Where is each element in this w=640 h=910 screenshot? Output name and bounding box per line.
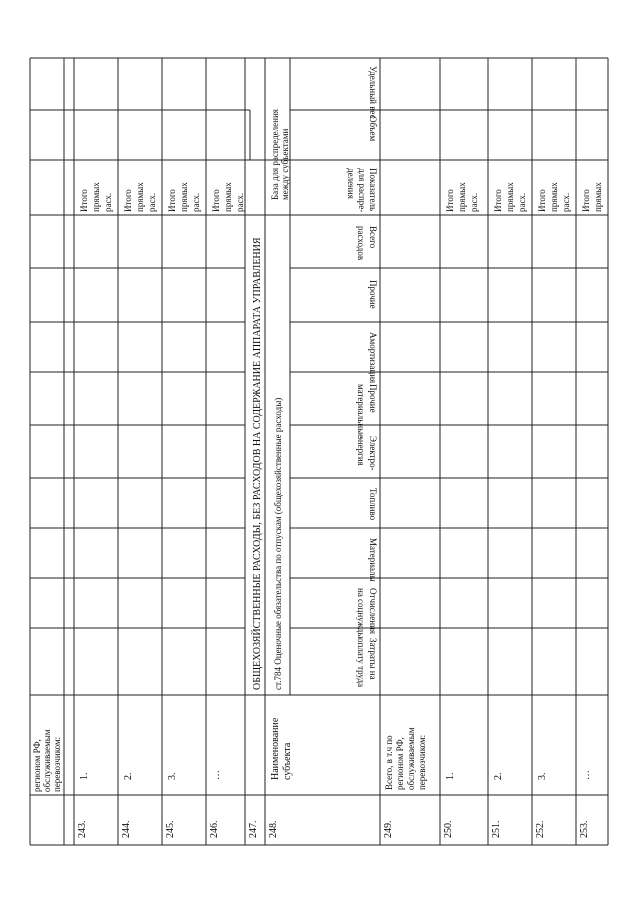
header-name-line: Наименование (270, 717, 281, 780)
row-total-label: прямых (549, 182, 559, 212)
header-group-title: ст.784 Оценочные обязательства по отпускам (общехозяйственные расходы) (273, 397, 283, 690)
column-header: на соцнужды (356, 588, 366, 639)
row-total-label: расх. (235, 192, 245, 212)
top-name-line: регионом РФ, (32, 739, 42, 792)
row-total-label: Итого (537, 189, 547, 212)
column-header: материальные (356, 384, 366, 439)
row-total-label: Итого (211, 189, 221, 212)
column-header: Электро- (368, 436, 378, 471)
row-name: 3. (167, 772, 178, 780)
column-header: Прочие (368, 384, 378, 413)
row-name: 1. (445, 772, 456, 780)
base-title-line: между субъектами (280, 128, 290, 200)
row-number: 248. (268, 820, 279, 838)
column-header: расходов (356, 226, 366, 261)
total-name-line: обслуживаемым (406, 727, 416, 790)
section-title: ОБЩЕХОЗЯЙСТВЕННЫЕ РАСХОДЫ, БЕЗ РАСХОДОВ НА СОДЕРЖАНИЕ АППАРАТА УПРАВЛЕНИЯ (252, 237, 263, 690)
column-header: оплату труда (356, 638, 366, 688)
total-name-line: Всего, в т.ч по (384, 735, 394, 790)
column-header: Материалы (368, 538, 378, 582)
row-total-label: прямых (593, 182, 603, 212)
row-total-label: Итого (79, 189, 89, 212)
row-name: 2. (123, 772, 134, 780)
row-number: 243. (77, 820, 88, 838)
row-number: 246. (209, 820, 220, 838)
row-total-label: прямых (223, 182, 233, 212)
base-column-header: для распре- (357, 168, 367, 213)
column-header: Прочие (368, 280, 378, 309)
row-total-label: расх. (191, 192, 201, 212)
row-total-label: расх. (517, 192, 527, 212)
row-number: 247. (248, 820, 259, 838)
base-column-header: Показатель (368, 168, 378, 212)
row-name: … (211, 770, 222, 780)
row-number: 251. (491, 820, 502, 838)
row-total-label: прямых (179, 182, 189, 212)
row-number: 252. (535, 820, 546, 838)
row-number: 250. (443, 820, 454, 838)
row-total-label: прямых (135, 182, 145, 212)
row-total-label: Итого (123, 189, 133, 212)
total-name-line: регионом РФ, (395, 737, 405, 790)
column-header: Затраты на (368, 638, 378, 680)
total-name-line: перевозчиком: (417, 734, 427, 790)
row-total-label: расх. (147, 192, 157, 212)
column-header: Всего (368, 226, 378, 249)
row-number: 253. (579, 820, 590, 838)
top-name-line: перевозчиком: (52, 736, 62, 792)
column-header: Отчисления (368, 588, 378, 635)
row-total-label: Итого (445, 189, 455, 212)
row-total-label: Итого (167, 189, 177, 212)
row-total-label: расх. (103, 192, 113, 212)
row-number: 249. (383, 820, 394, 838)
column-header: Топливо (368, 488, 378, 521)
header-name-line: субъекта (282, 742, 293, 780)
column-header: энергия (356, 436, 366, 466)
base-column-header: Удельный вес (368, 66, 378, 119)
base-column-header: Объем (368, 116, 378, 142)
row-total-label: расх. (469, 192, 479, 212)
top-name-line: обслуживаемым (42, 729, 52, 792)
column-header: Амортизация (368, 332, 378, 384)
row-number: 244. (121, 820, 132, 838)
row-total-label: расх. (561, 192, 571, 212)
base-title-line: База для распределения (270, 109, 280, 200)
row-total-label: прямых (91, 182, 101, 212)
row-number: 245. (165, 820, 176, 838)
row-name: … (581, 770, 592, 780)
row-total-label: прямых (457, 182, 467, 212)
row-name: 2. (493, 772, 504, 780)
base-column-header: деления (346, 168, 356, 199)
table-grid (30, 58, 608, 845)
row-name: 1. (79, 772, 90, 780)
row-total-label: Итого (581, 189, 591, 212)
row-name: 3. (537, 772, 548, 780)
expense-distribution-table (30, 58, 608, 845)
row-total-label: Итого (493, 189, 503, 212)
row-total-label: прямых (505, 182, 515, 212)
